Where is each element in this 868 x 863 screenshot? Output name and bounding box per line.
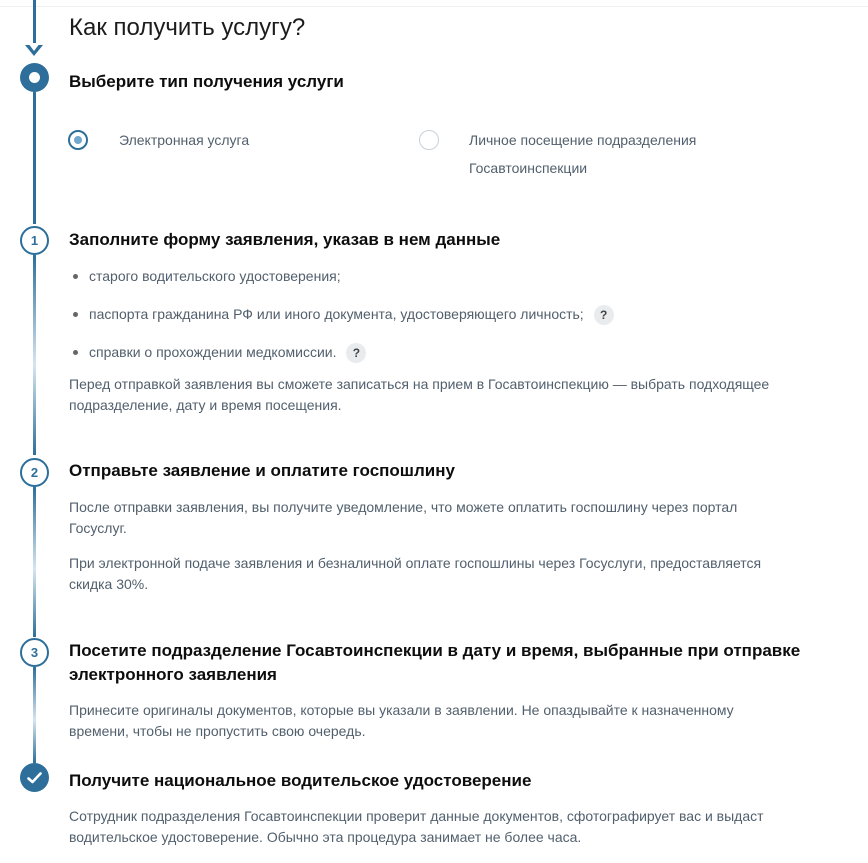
radio-electronic-label[interactable]: Электронная услуга: [119, 132, 250, 148]
step-heading: Отправьте заявление и оплатите госпошлину: [69, 461, 455, 480]
step-note: [69, 374, 769, 416]
help-icon[interactable]: ?: [346, 343, 366, 363]
step-description: [69, 497, 737, 539]
step-description: [69, 806, 764, 848]
text-line: Сотрудник подразделения Госавтоинспекции проверит данные документов, сфотографирует вас и выдаст: [69, 808, 764, 824]
document-list: [69, 262, 614, 376]
text-line: подразделение, дату и время посещения.: [69, 397, 342, 413]
radio-personal-visit-label[interactable]: [469, 126, 696, 182]
text-line: скидка 30%.: [69, 576, 149, 592]
step-heading: Выберите тип получения услуги: [69, 72, 344, 91]
text-line: После отправки заявления, вы получите уведомление, что можете оплатить госпошлину через портал: [69, 499, 738, 515]
timeline-rail: [33, 667, 36, 763]
list-item: [69, 338, 614, 376]
timeline-rail: [33, 487, 36, 637]
page-title: Как получить услугу?: [69, 14, 306, 41]
step-current-marker: [20, 63, 49, 92]
arrow-down-icon: [25, 45, 43, 56]
list-item-text: паспорта гражданина РФ или иного документа, удостоверяющего личность;: [89, 306, 584, 322]
text-line: Перед отправкой заявления вы сможете записаться на прием в Госавтоинспекцию — выбрать подходящее: [69, 376, 770, 392]
text-line: Госуслуг.: [69, 520, 127, 536]
text-line: водительское удостоверение. Обычно эта процедура занимает не более часа.: [69, 829, 582, 845]
step-heading: Заполните форму заявления, указав в нем данные: [69, 230, 501, 249]
timeline-rail: [33, 0, 36, 48]
step-number-badge: 2: [20, 458, 49, 487]
step-heading: Получите национальное водительское удостоверение: [69, 771, 532, 790]
text-line: При электронной подаче заявления и безналичной оплате госпошлины через Госуслуги, предоставляется: [69, 555, 762, 571]
top-divider: [0, 6, 868, 7]
check-icon: [20, 763, 49, 792]
help-icon[interactable]: ?: [594, 305, 614, 325]
text-line: Принесите оригиналы документов, которые вы указали в заявлении. Не опаздывайте к назначенному: [69, 702, 734, 718]
step-number-badge: 3: [20, 638, 49, 667]
step-number-badge: 1: [20, 226, 49, 255]
list-item-text: справки о прохождении медкомиссии.: [89, 344, 337, 360]
text-line: времени, чтобы не пропустить свою очередь.: [69, 723, 366, 739]
list-item-text: старого водительского удостоверения;: [89, 268, 341, 284]
list-item: [69, 300, 614, 338]
radio-personal-visit[interactable]: [419, 130, 439, 150]
heading-line: Посетите подразделение Госавтоинспекции в дату и время, выбранные при отправке: [69, 641, 801, 660]
radio-label-line: Личное посещение подразделения: [469, 132, 697, 148]
radio-electronic[interactable]: [68, 130, 88, 150]
list-item: [69, 262, 614, 300]
timeline-rail: [33, 255, 36, 455]
step-heading: [69, 639, 800, 687]
radio-label-line: Госавтоинспекции: [469, 160, 588, 176]
step-description: [69, 553, 761, 595]
heading-line: электронного заявления: [69, 665, 277, 684]
timeline-rail: [33, 92, 36, 224]
step-description: [69, 700, 734, 742]
